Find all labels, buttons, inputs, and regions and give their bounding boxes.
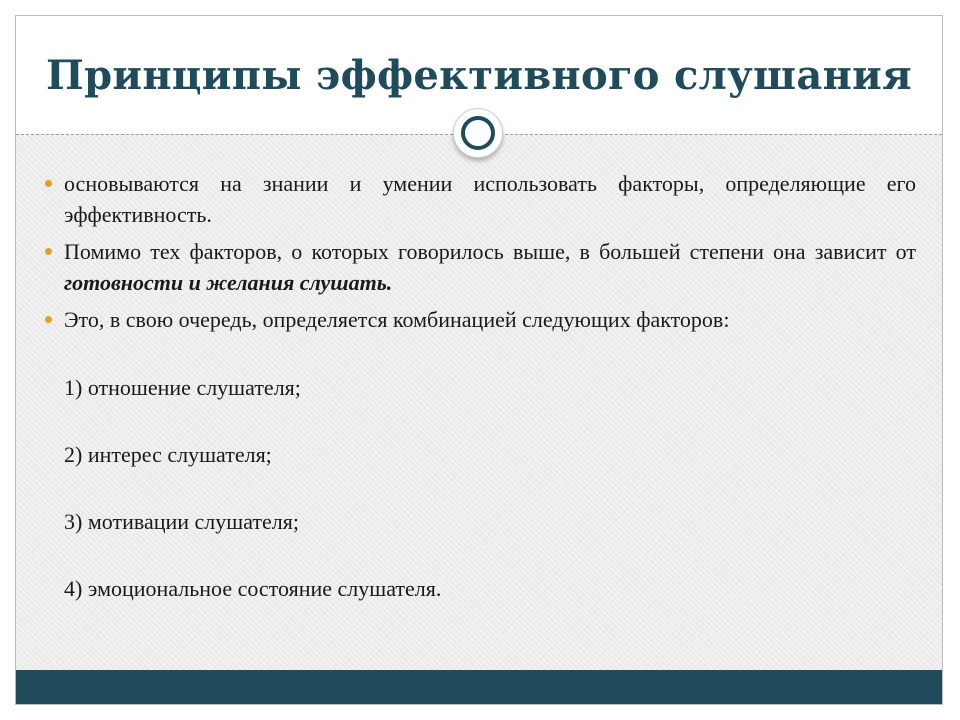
bullet-dot-icon: [45, 316, 52, 323]
bullet-dot-icon: [45, 248, 52, 255]
bullet-text: Помимо тех факторов, о которых говорилось выше, в большей степени она зависит от: [64, 239, 916, 264]
bullet-text: основываются на знании и умении использовать факторы, определяющие его эффективность.: [64, 171, 916, 227]
ring-ornament-icon: [453, 108, 503, 158]
bullet-item: [50, 168, 916, 230]
bullet-text: Это, в свою очередь, определяется комбинацией следующих факторов:: [64, 307, 730, 332]
bullet-dot-icon: [45, 180, 52, 187]
factor-item: 3) мотивации слушателя;: [64, 509, 299, 534]
bullet-item: [50, 236, 916, 298]
ring-inner: [461, 116, 495, 150]
factor-item: 4) эмоциональное состояние слушателя.: [64, 576, 442, 601]
factor-item: 1) отношение слушателя;: [64, 375, 301, 400]
slide-content: [50, 168, 916, 604]
slide: [15, 15, 943, 705]
slide-title: Принципы эффективного слушания: [46, 52, 912, 99]
footer-bar: [16, 670, 942, 704]
bullet-item: [50, 304, 916, 335]
factor-item: 2) интерес слушателя;: [64, 442, 272, 467]
bullet-emphasis: готовности и желания слушать.: [64, 270, 393, 295]
